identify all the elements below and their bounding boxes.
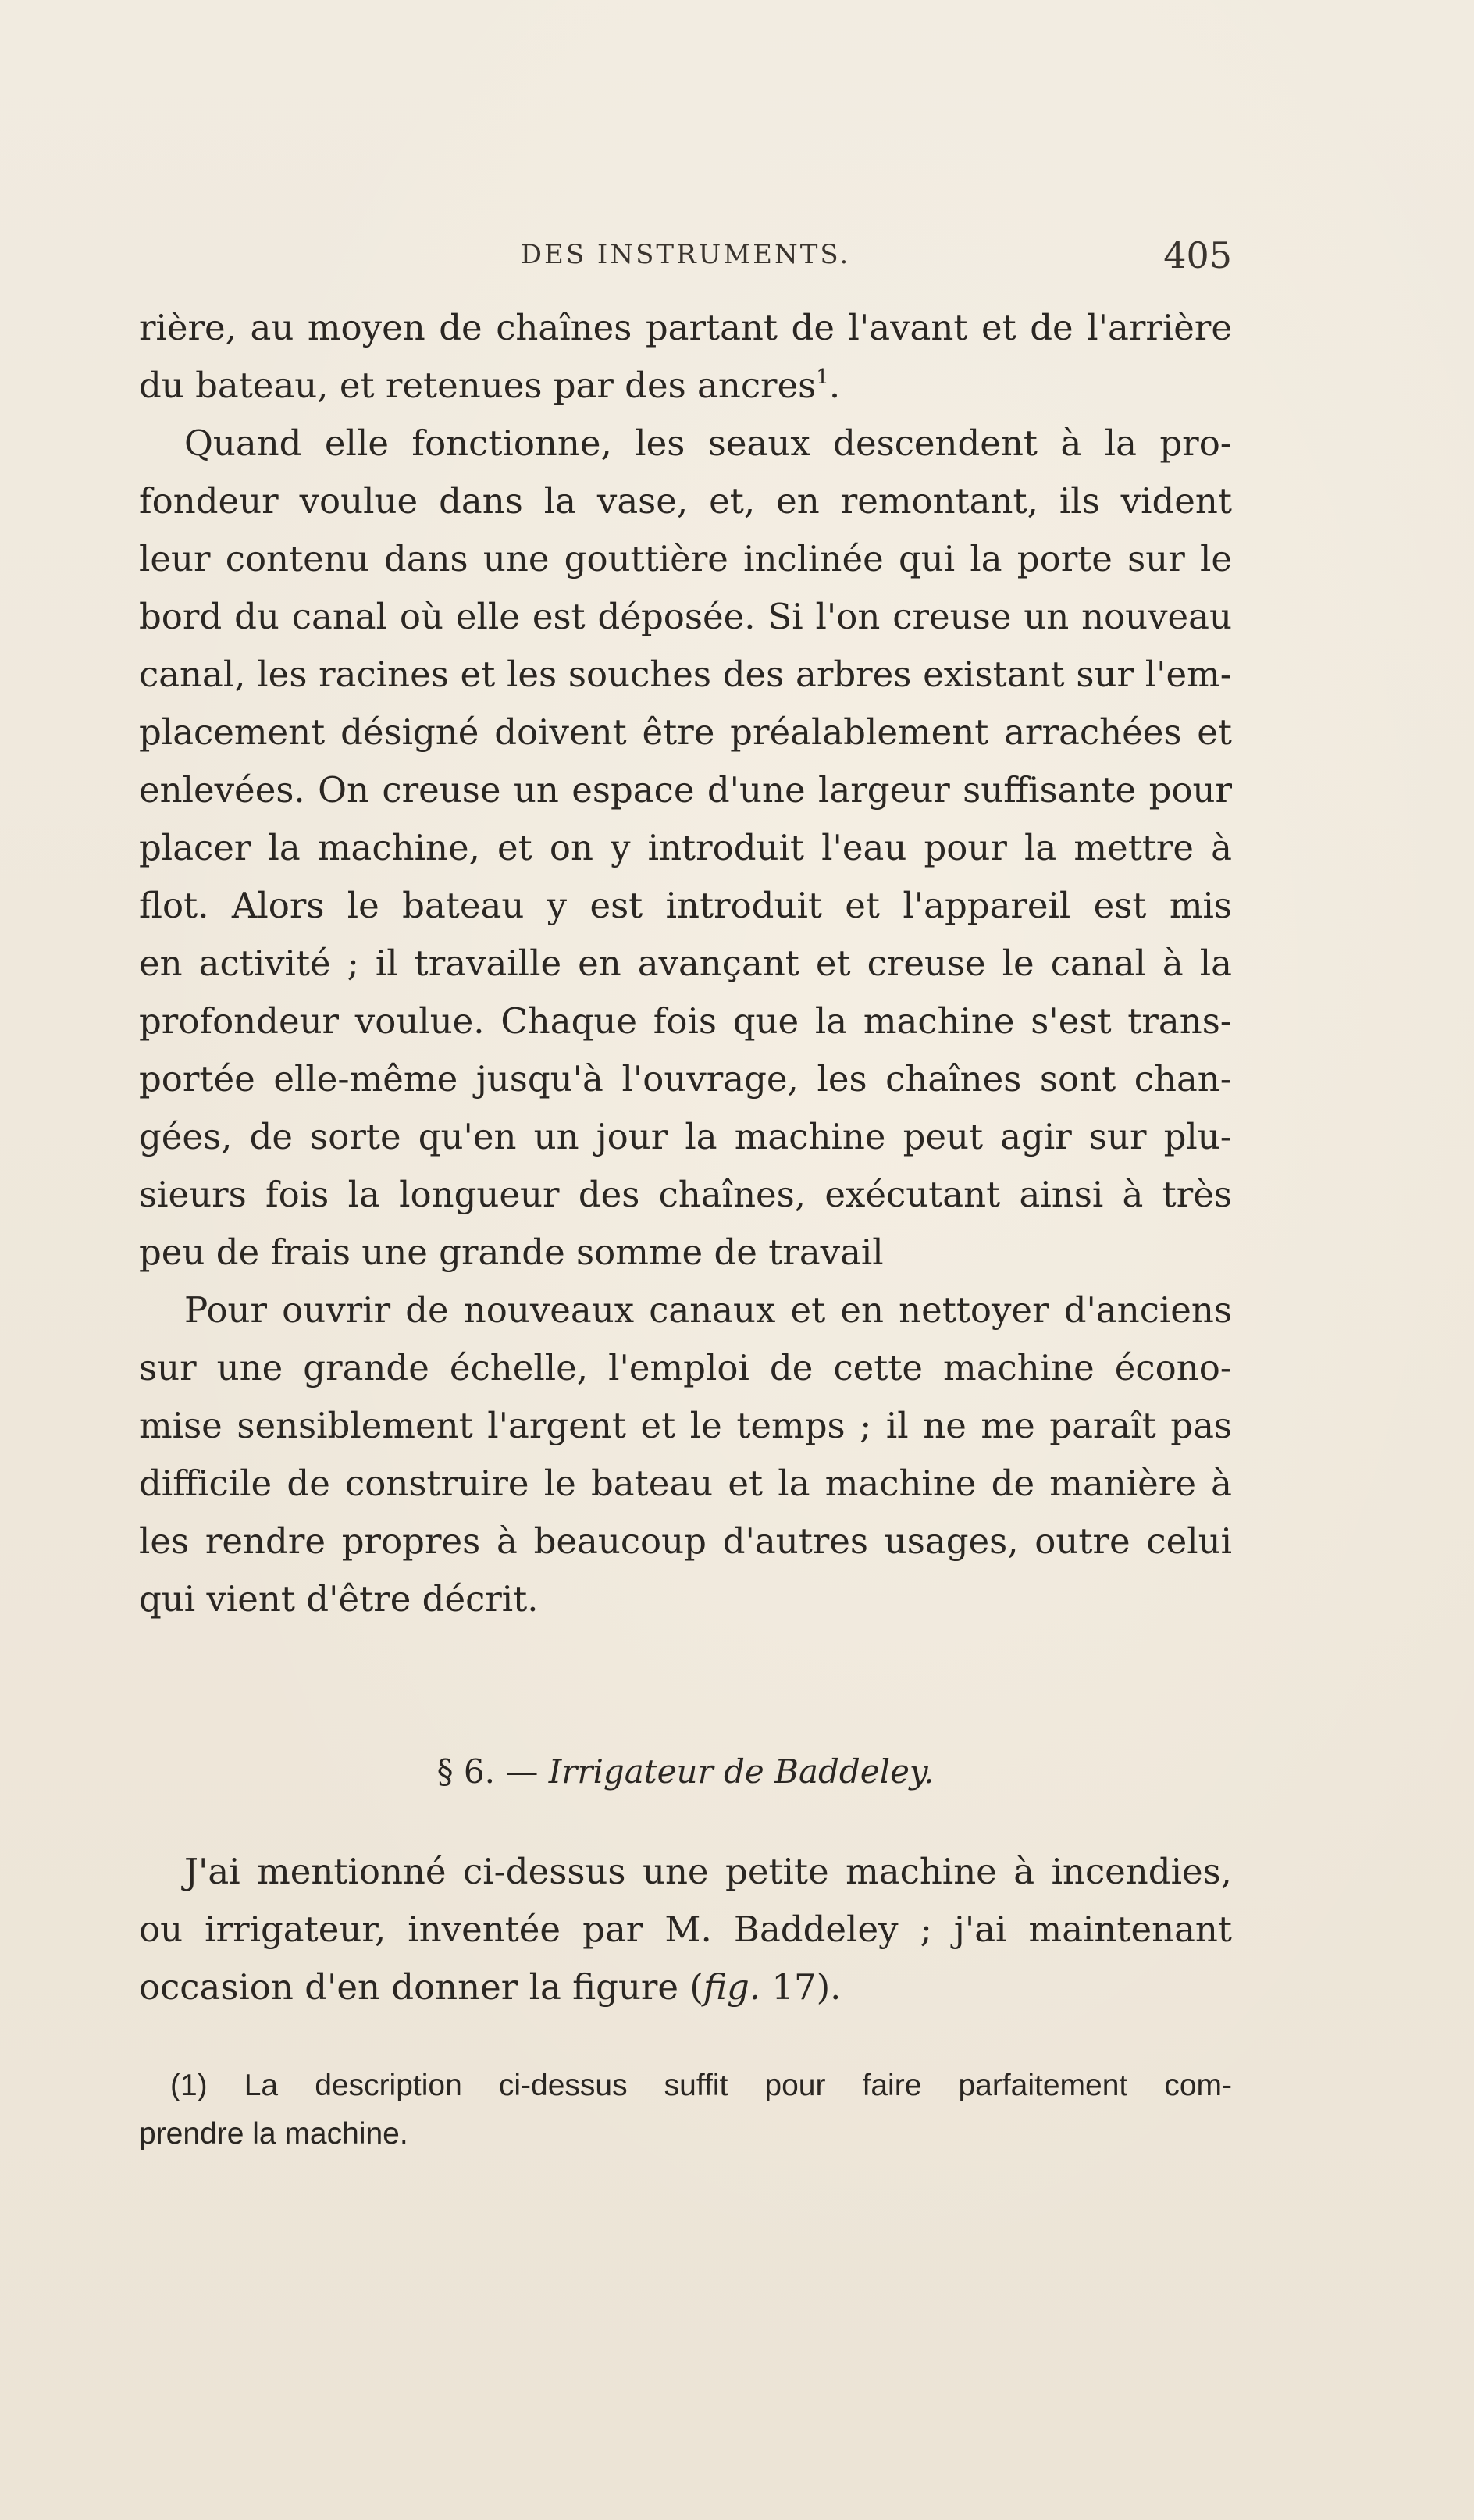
paragraph-baddeley	[139, 1843, 1232, 2016]
text-line: les rendre propres à beaucoup d'autres usages, outre celui	[139, 1520, 1232, 1562]
footnote-line: prendre la machine.	[139, 2117, 408, 2151]
text-line: rière, au moyen de chaînes partant de l'avant et de l'arrière	[139, 307, 1232, 348]
text-line: difficile de construire le bateau et la machine de manière à	[139, 1463, 1232, 1504]
text-line: enlevées. On creuse un espace d'une largeur suffisante pour	[139, 769, 1232, 811]
text-line: sur une grande échelle, l'emploi de cette machine écono-	[139, 1347, 1232, 1388]
section-title: Irrigateur de Baddeley.	[548, 1752, 935, 1791]
text-line: peu de frais une grande somme de travail	[139, 1231, 884, 1273]
footnote-ref: 1	[816, 365, 829, 389]
running-title: DES INSTRUMENTS.	[520, 239, 851, 270]
text-line: mise sensiblement l'argent et le temps ; il ne me paraît pas	[139, 1405, 1232, 1446]
text-line: portée elle-même jusqu'à l'ouvrage, les chaînes sont chan-	[139, 1058, 1232, 1100]
body-text	[139, 299, 1232, 1628]
text-line: qui vient d'être décrit.	[139, 1578, 539, 1620]
footnote	[139, 2062, 1232, 2158]
text-line: leur contenu dans une gouttière inclinée qui la porte sur le	[139, 538, 1232, 579]
text-line: sieurs fois la longueur des chaînes, exécutant ainsi à très	[139, 1174, 1232, 1215]
text-line: placer la machine, et on y introduit l'eau pour la mettre à	[139, 827, 1232, 868]
section-number: § 6. —	[436, 1752, 539, 1791]
figure-ref: fig.	[703, 1966, 761, 2008]
text-line: gées, de sorte qu'en un jour la machine peut agir sur plu-	[139, 1116, 1232, 1157]
page-header	[139, 234, 1232, 281]
text-line: du bateau, et retenues par des ancres$^1$.	[139, 365, 841, 406]
text-line: canal, les racines et les souches des arbres existant sur l'em-	[139, 654, 1232, 695]
section-heading	[139, 1743, 1232, 1801]
page-number: 405	[1163, 234, 1232, 276]
text-line: J'ai mentionné ci-dessus une petite machine à incendies,	[184, 1851, 1232, 1892]
text-line: en activité ; il travaille en avançant et creuse le canal à la	[139, 943, 1232, 984]
text-line: flot. Alors le bateau y est introduit et l'appareil est mis	[139, 885, 1232, 926]
text-line: profondeur voulue. Chaque fois que la machine s'est trans-	[139, 1000, 1232, 1042]
text-line: Pour ouvrir de nouveaux canaux et en nettoyer d'anciens	[184, 1289, 1232, 1331]
footnote-line: (1) La description ci-dessus suffit pour faire parfaitement com-	[170, 2069, 1232, 2102]
text-line: bord du canal où elle est déposée. Si l'on creuse un nouveau	[139, 596, 1232, 637]
text-line: ou irrigateur, inventée par M. Baddeley ; j'ai maintenant	[139, 1909, 1232, 1950]
text-line: Quand elle fonctionne, les seaux descendent à la pro-	[184, 422, 1232, 464]
text-line: fondeur voulue dans la vase, et, en remontant, ils vident	[139, 480, 1232, 522]
text-line: occasion d'en donner la figure (fig. 17).	[139, 1966, 842, 2008]
text-line: placement désigné doivent être préalablement arrachées et	[139, 711, 1232, 753]
